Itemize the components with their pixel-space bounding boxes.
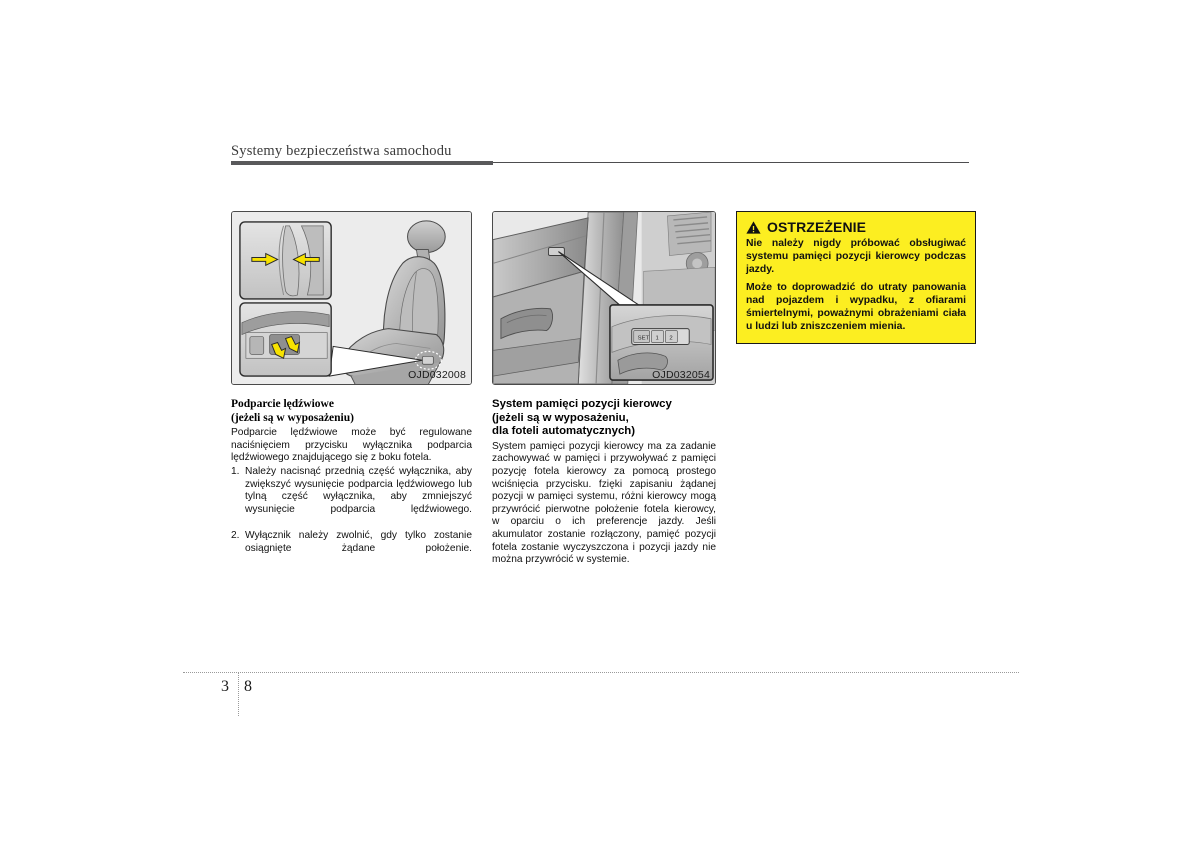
figure-caption: OJD032054	[652, 369, 710, 381]
memory-heading-line3: dla foteli automatycznych)	[492, 425, 636, 438]
header-rule-thick	[231, 161, 493, 165]
warning-paragraph-2: Może to doprowadzić do utraty panowania nad pojazdem i wypadku, z ofiarami śmiertelnymi, poważnymi obrażeniami ciała u ludzi lub zniszczeniem mienia.	[746, 282, 966, 332]
footer-chapter-number: 3	[221, 678, 229, 695]
memory-heading-line2: (jeżeli są w wyposażeniu,	[492, 411, 629, 424]
figure-caption: OJD032008	[408, 369, 466, 381]
column-middle	[492, 211, 716, 567]
figure-spacer	[231, 385, 472, 398]
column-left	[231, 211, 472, 568]
page-title: Systemy bezpieczeństwa samochodu	[231, 143, 452, 159]
warning-title: OSTRZEŻENIE	[767, 219, 867, 235]
step-text: Należy nacisnąć przednią część wyłącznika, aby zwiększyć wysunięcie podparcia lędźwiowego lub tylną część wyłącznika, aby zmniejszyć wysunięcie podparcia lędźwiowego.	[245, 465, 472, 515]
warning-header	[746, 220, 966, 235]
page-header	[231, 143, 969, 165]
column-right	[736, 211, 976, 344]
footer-horizontal-rule	[183, 672, 1019, 673]
memory-body-paragraph: System pamięci pozycji kierowcy ma za zadanie zachowywać w pamięci i przywoływać z pamięci pozycję fotela kierowcy za pomocą prostego wciśnięcia przycisku. fzięki zapisaniu żądanej pozycji w pamięci systemu, różni kierowcy mogą przywrócić pierwotne położenie fotela kierowcy, w oparciu o ich preferencje jazdy. Jeśli akumulator zostanie rozłączony, pamięć pozycji fotela zostanie wyczyszczona i pozycji jazdy nie można przywrócić w systemie.	[492, 440, 716, 566]
list-item	[231, 530, 472, 568]
warning-box	[736, 211, 976, 344]
warning-paragraph-1: Nie należy nigdy próbować obsługiwać systemu pamięci pozycji kierowcy podczas jazdy.	[746, 238, 966, 275]
svg-text:2: 2	[669, 335, 673, 342]
warning-triangle-icon	[746, 221, 761, 234]
footer-page-number: 8	[244, 678, 252, 695]
lumbar-steps-list	[231, 466, 472, 568]
header-rule	[231, 161, 969, 165]
header-rule-thin	[493, 162, 969, 163]
lumbar-heading-line1: Podparcie lędźwiowe	[231, 398, 334, 410]
page-footer	[183, 672, 1019, 716]
lumbar-heading-line2: (jeżeli są w wyposażeniu)	[231, 411, 354, 424]
step-text: Wyłącznik należy zwolnić, gdy tylko zostanie osiągnięte żądane położenie.	[245, 529, 472, 554]
lumbar-intro-paragraph: Podparcie lędźwiowe może być regulowane naciśnięciem przycisku wyłącznika podparcia lędźwiowego znajdującego się z boku fotela.	[231, 427, 472, 464]
memory-heading-line1: System pamięci pozycji kierowcy	[492, 398, 672, 410]
driver-memory-illustration	[493, 212, 715, 384]
driver-memory-figure	[492, 211, 716, 385]
figure-spacer	[492, 385, 716, 398]
list-item	[231, 466, 472, 529]
svg-text:1: 1	[655, 335, 659, 342]
svg-text:SET: SET	[637, 335, 650, 342]
lumbar-support-figure	[231, 211, 472, 385]
footer-vertical-rule	[238, 672, 239, 716]
lumbar-support-illustration	[232, 212, 471, 384]
